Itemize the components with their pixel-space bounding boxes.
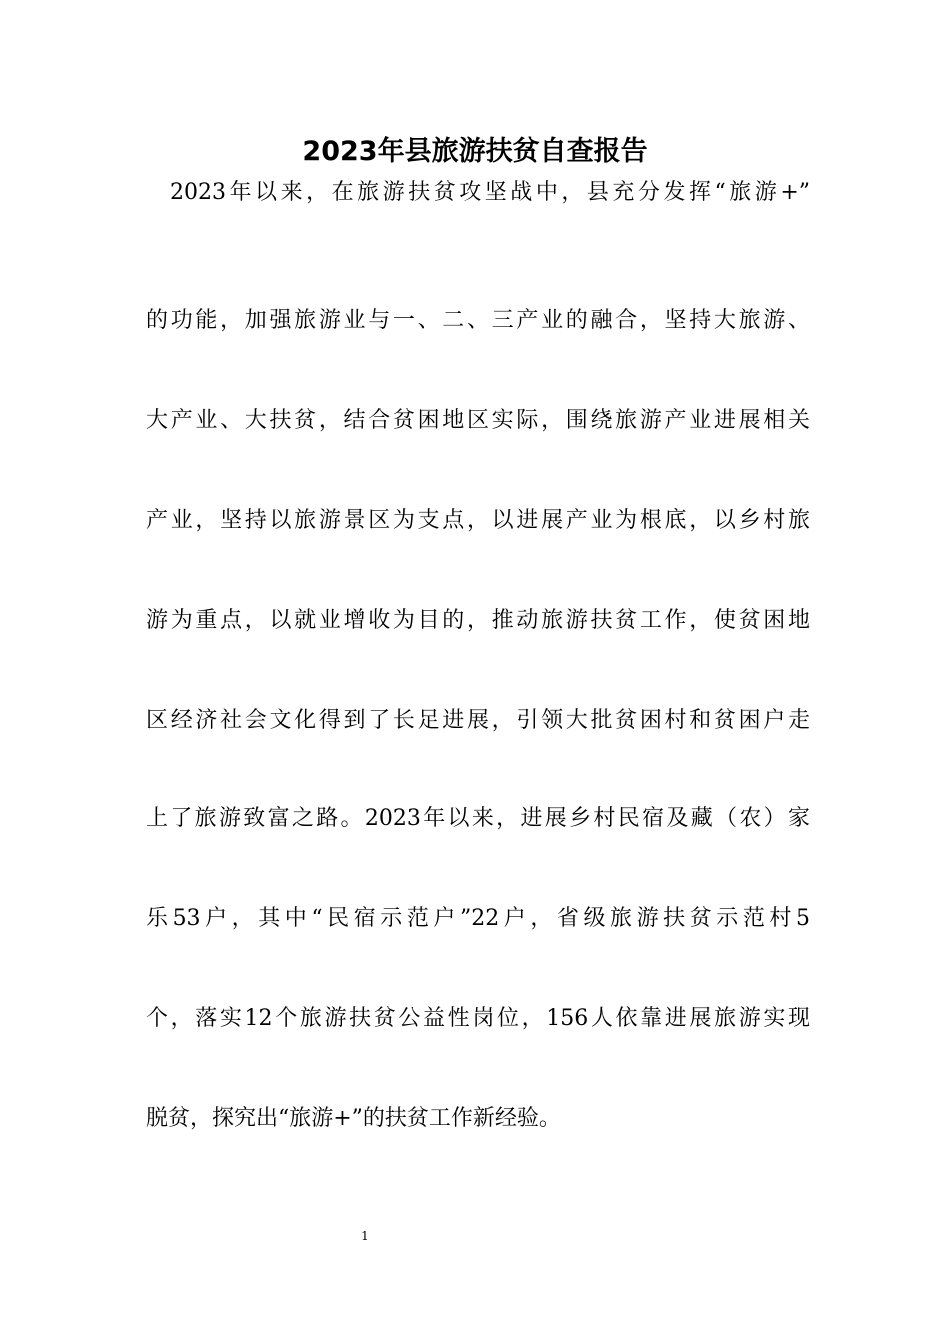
- document-title: 2023年县旅游扶贫自查报告: [302, 136, 648, 167]
- paragraph-line: 产业，坚持以旅游景区为支点，以进展产业为根底，以乡村旅: [146, 508, 810, 533]
- paragraph-line: 个，落实12个旅游扶贫公益性岗位，156人依靠进展旅游实现: [146, 1006, 810, 1031]
- paragraph-line: 的功能，加强旅游业与一、二、三产业的融合，坚持大旅游、: [146, 308, 810, 333]
- paragraph-line: 上了旅游致富之路。2023年以来，进展乡村民宿及藏（农）家: [146, 806, 810, 831]
- paragraph-line: 区经济社会文化得到了长足进展，引领大批贫困村和贫困户走: [146, 708, 810, 733]
- page-number: 1: [361, 1229, 369, 1243]
- paragraph-line: 乐53户，其中“民宿示范户”22户，省级旅游扶贫示范村5: [146, 906, 810, 931]
- paragraph-line: 脱贫，探究出“旅游+”的扶贫工作新经验。: [146, 1106, 561, 1131]
- paragraph-line: 游为重点，以就业增收为目的，推动旅游扶贫工作，使贫困地: [146, 608, 810, 633]
- paragraph-line: 大产业、大扶贫，结合贫困地区实际，围绕旅游产业进展相关: [146, 408, 810, 433]
- paragraph-line: 2023年以来，在旅游扶贫攻坚战中，县充分发挥“旅游+”: [170, 180, 810, 205]
